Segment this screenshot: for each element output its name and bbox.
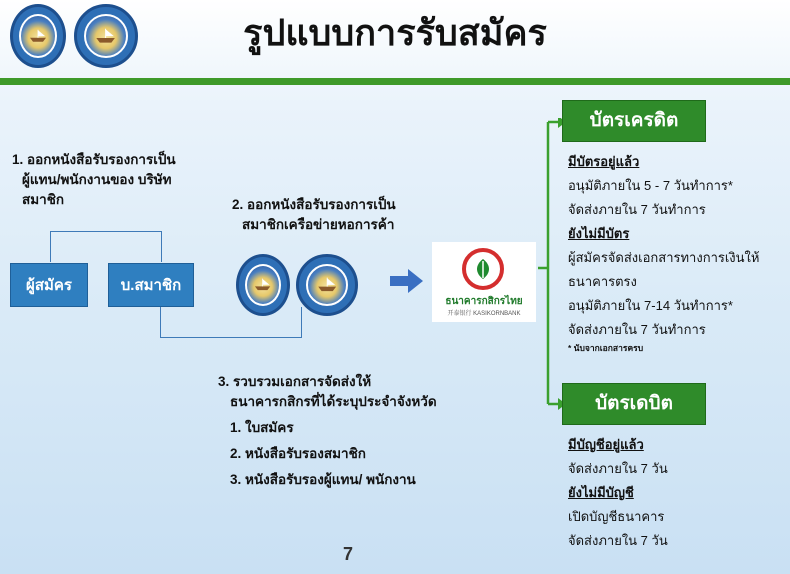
has-account-line-1: จัดส่งภายใน 7 วัน bbox=[568, 461, 668, 476]
has-card-line-1: อนุมัติภายใน 5 - 7 วันทำการ* bbox=[568, 178, 733, 193]
page-number: 7 bbox=[343, 544, 354, 564]
step-3-item: 3. หนังสือรับรองผู้แทน/ พนักงาน bbox=[230, 472, 416, 487]
chamber-logo-2 bbox=[74, 4, 138, 68]
no-card-line-1: ผู้สมัครจัดส่งเอกสารทางการเงินให้ bbox=[568, 250, 760, 265]
step-1-line-2: ผู้แทน/พนักงานของ บริษัท bbox=[22, 172, 172, 187]
step-2-line-2: สมาชิกเครือข่ายหอการค้า bbox=[242, 217, 395, 232]
has-card-line-2: จัดส่งภายใน 7 วันทำการ bbox=[568, 202, 706, 217]
kasikorn-bank-logo bbox=[432, 242, 536, 322]
step-3-item: 2. หนังสือรับรองสมาชิก bbox=[230, 446, 366, 461]
no-account-label: ยังไม่มีบัญชี bbox=[568, 485, 634, 500]
chamber-logo-1 bbox=[10, 4, 66, 68]
chamber-logo-4 bbox=[296, 254, 358, 316]
step-2-line-1: 2. ออกหนังสือรับรองการเป็น bbox=[232, 197, 396, 212]
debit-card-info bbox=[568, 433, 790, 553]
connector-line-bottom bbox=[160, 307, 302, 338]
credit-card-info bbox=[568, 150, 790, 354]
branch-arrows bbox=[536, 118, 566, 418]
step-3-text bbox=[218, 372, 518, 490]
no-account-line-2: จัดส่งภายใน 7 วัน bbox=[568, 533, 668, 548]
ship-icon bbox=[94, 27, 117, 44]
no-card-label: ยังไม่มีบัตร bbox=[568, 226, 630, 241]
step-2-text bbox=[232, 195, 452, 235]
no-card-line-2: ธนาคารตรง bbox=[568, 274, 637, 289]
arrow-right-icon bbox=[390, 268, 424, 294]
bank-name: ธนาคารกสิกรไทย bbox=[445, 296, 523, 307]
title-underline bbox=[0, 78, 790, 85]
leaf-icon bbox=[471, 257, 495, 281]
member-company-box: บ.สมาชิก bbox=[108, 263, 194, 307]
ship-icon bbox=[28, 27, 48, 44]
page-title: รูปแบบการรับสมัคร bbox=[243, 13, 547, 54]
footnote: * นับจากเอกสารครบ bbox=[568, 343, 644, 353]
debit-card-header: บัตรเดบิต bbox=[562, 383, 706, 425]
applicant-box: ผู้สมัคร bbox=[10, 263, 88, 307]
chamber-logo-3 bbox=[236, 254, 290, 316]
step-1-line-3: สมาชิก bbox=[22, 192, 65, 207]
step-1-line-1: 1. ออกหนังสือรับรองการเป็น bbox=[12, 152, 176, 167]
no-account-line-1: เปิดบัญชีธนาคาร bbox=[568, 509, 665, 524]
has-account-label: มีบัญชีอยู่แล้ว bbox=[568, 437, 644, 452]
credit-card-header: บัตรเครดิต bbox=[562, 100, 706, 142]
step-3-line-1: 3. รวบรวมเอกสารจัดส่งให้ bbox=[218, 374, 372, 389]
ship-icon bbox=[253, 276, 272, 293]
bank-name-sub: 开泰银行 KASIKORNBANK bbox=[447, 311, 521, 317]
step-3-item: 1. ใบสมัคร bbox=[230, 420, 294, 435]
connector-line-top bbox=[50, 231, 162, 262]
ship-icon bbox=[316, 276, 338, 293]
step-3-line-2: ธนาคารกสิกรที่ได้ระบุประจำจังหวัด bbox=[230, 394, 437, 409]
has-card-label: มีบัตรอยู่แล้ว bbox=[568, 154, 640, 169]
step-1-text bbox=[12, 150, 232, 210]
no-card-line-4: จัดส่งภายใน 7 วันทำการ bbox=[568, 322, 706, 337]
no-card-line-3: อนุมัติภายใน 7-14 วันทำการ* bbox=[568, 298, 733, 313]
